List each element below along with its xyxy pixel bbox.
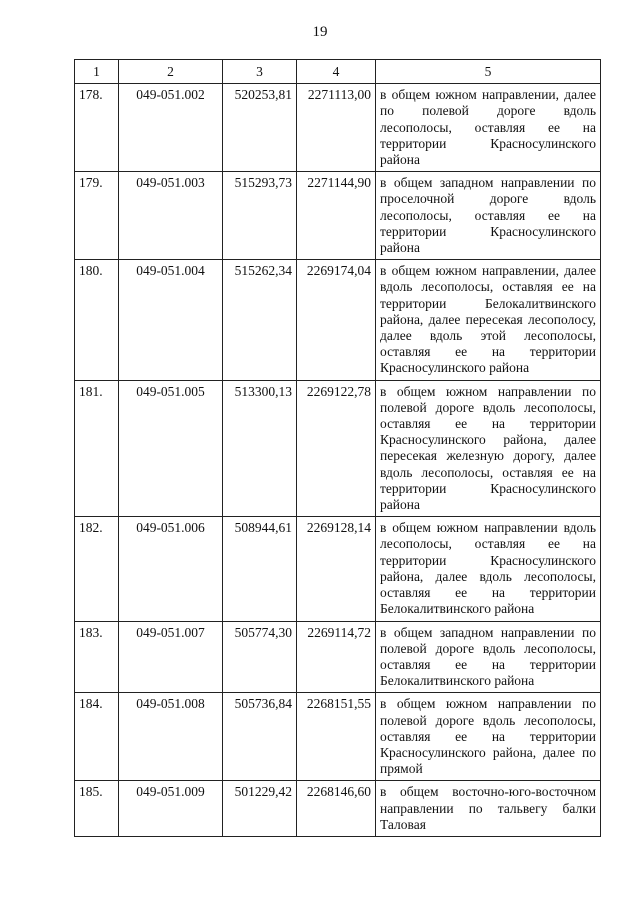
point-code: 049-051.006 — [119, 517, 223, 621]
boundary-description: в общем южном направлении вдоль лесополосы, оставляя ее на территории Красносулинского района, далее вдоль лесополосы, оставляя ее на территории Белокалитвинского района — [376, 517, 601, 621]
coordinate-x: 515262,34 — [223, 260, 297, 380]
point-code: 049-051.008 — [119, 693, 223, 781]
coordinate-x: 505774,30 — [223, 621, 297, 693]
row-number: 184. — [75, 693, 119, 781]
table-row — [75, 172, 601, 260]
boundary-description: в общем западном направлении по полевой дороге вдоль лесополосы, оставляя ее на территории Белокалитвинского района — [376, 621, 601, 693]
column-header: 1 — [75, 60, 119, 84]
coordinate-x: 513300,13 — [223, 380, 297, 517]
table-row — [75, 380, 601, 517]
column-header: 2 — [119, 60, 223, 84]
boundary-description: в общем южном направлении, далее по полевой дороге вдоль лесополосы, оставляя ее на территории Красносулинского района — [376, 84, 601, 172]
coordinate-y: 2269122,78 — [297, 380, 376, 517]
point-code: 049-051.002 — [119, 84, 223, 172]
point-code: 049-051.007 — [119, 621, 223, 693]
row-number: 180. — [75, 260, 119, 380]
table-row — [75, 260, 601, 380]
coordinate-x: 515293,73 — [223, 172, 297, 260]
coordinate-y: 2271144,90 — [297, 172, 376, 260]
row-number: 185. — [75, 781, 119, 837]
boundary-description: в общем южном направлении по полевой дороге вдоль лесополосы, оставляя ее на территории Красносулинского района, далее пересекая железную дорогу, далее вдоль лесополосы, оставляя ее на территории Красносулинского района — [376, 380, 601, 517]
coordinate-y: 2268146,60 — [297, 781, 376, 837]
column-header: 5 — [376, 60, 601, 84]
coordinate-x: 505736,84 — [223, 693, 297, 781]
coordinate-y: 2269114,72 — [297, 621, 376, 693]
boundary-description: в общем западном направлении по проселочной дороге вдоль лесополосы, оставляя ее на территории Красносулинского района — [376, 172, 601, 260]
boundary-points-table — [74, 59, 601, 837]
table-row — [75, 517, 601, 621]
point-code: 049-051.004 — [119, 260, 223, 380]
row-number: 178. — [75, 84, 119, 172]
table-row — [75, 693, 601, 781]
table-row — [75, 84, 601, 172]
boundary-description: в общем южном направлении по полевой дороге вдоль лесополосы, оставляя ее на территории Красносулинского района, далее по прямой — [376, 693, 601, 781]
coordinate-x: 520253,81 — [223, 84, 297, 172]
point-code: 049-051.009 — [119, 781, 223, 837]
row-number: 181. — [75, 380, 119, 517]
column-header: 4 — [297, 60, 376, 84]
column-header: 3 — [223, 60, 297, 84]
row-number: 182. — [75, 517, 119, 621]
row-number: 179. — [75, 172, 119, 260]
coordinate-y: 2271113,00 — [297, 84, 376, 172]
table-row — [75, 781, 601, 837]
table-row — [75, 621, 601, 693]
table-header-row — [75, 60, 601, 84]
row-number: 183. — [75, 621, 119, 693]
coordinate-x: 508944,61 — [223, 517, 297, 621]
boundary-description: в общем восточно-юго-восточном направлении по тальвегу балки Таловая — [376, 781, 601, 837]
page-number: 19 — [312, 24, 328, 40]
point-code: 049-051.003 — [119, 172, 223, 260]
point-code: 049-051.005 — [119, 380, 223, 517]
coordinate-y: 2269128,14 — [297, 517, 376, 621]
coordinate-y: 2269174,04 — [297, 260, 376, 380]
coordinate-x: 501229,42 — [223, 781, 297, 837]
coordinate-y: 2268151,55 — [297, 693, 376, 781]
boundary-description: в общем южном направлении, далее вдоль лесополосы, оставляя ее на территории Белокалитвинского района, далее пересекая лесополосу, далее вдоль этой лесополосы, оставляя ее на территории Красносулинского района — [376, 260, 601, 380]
